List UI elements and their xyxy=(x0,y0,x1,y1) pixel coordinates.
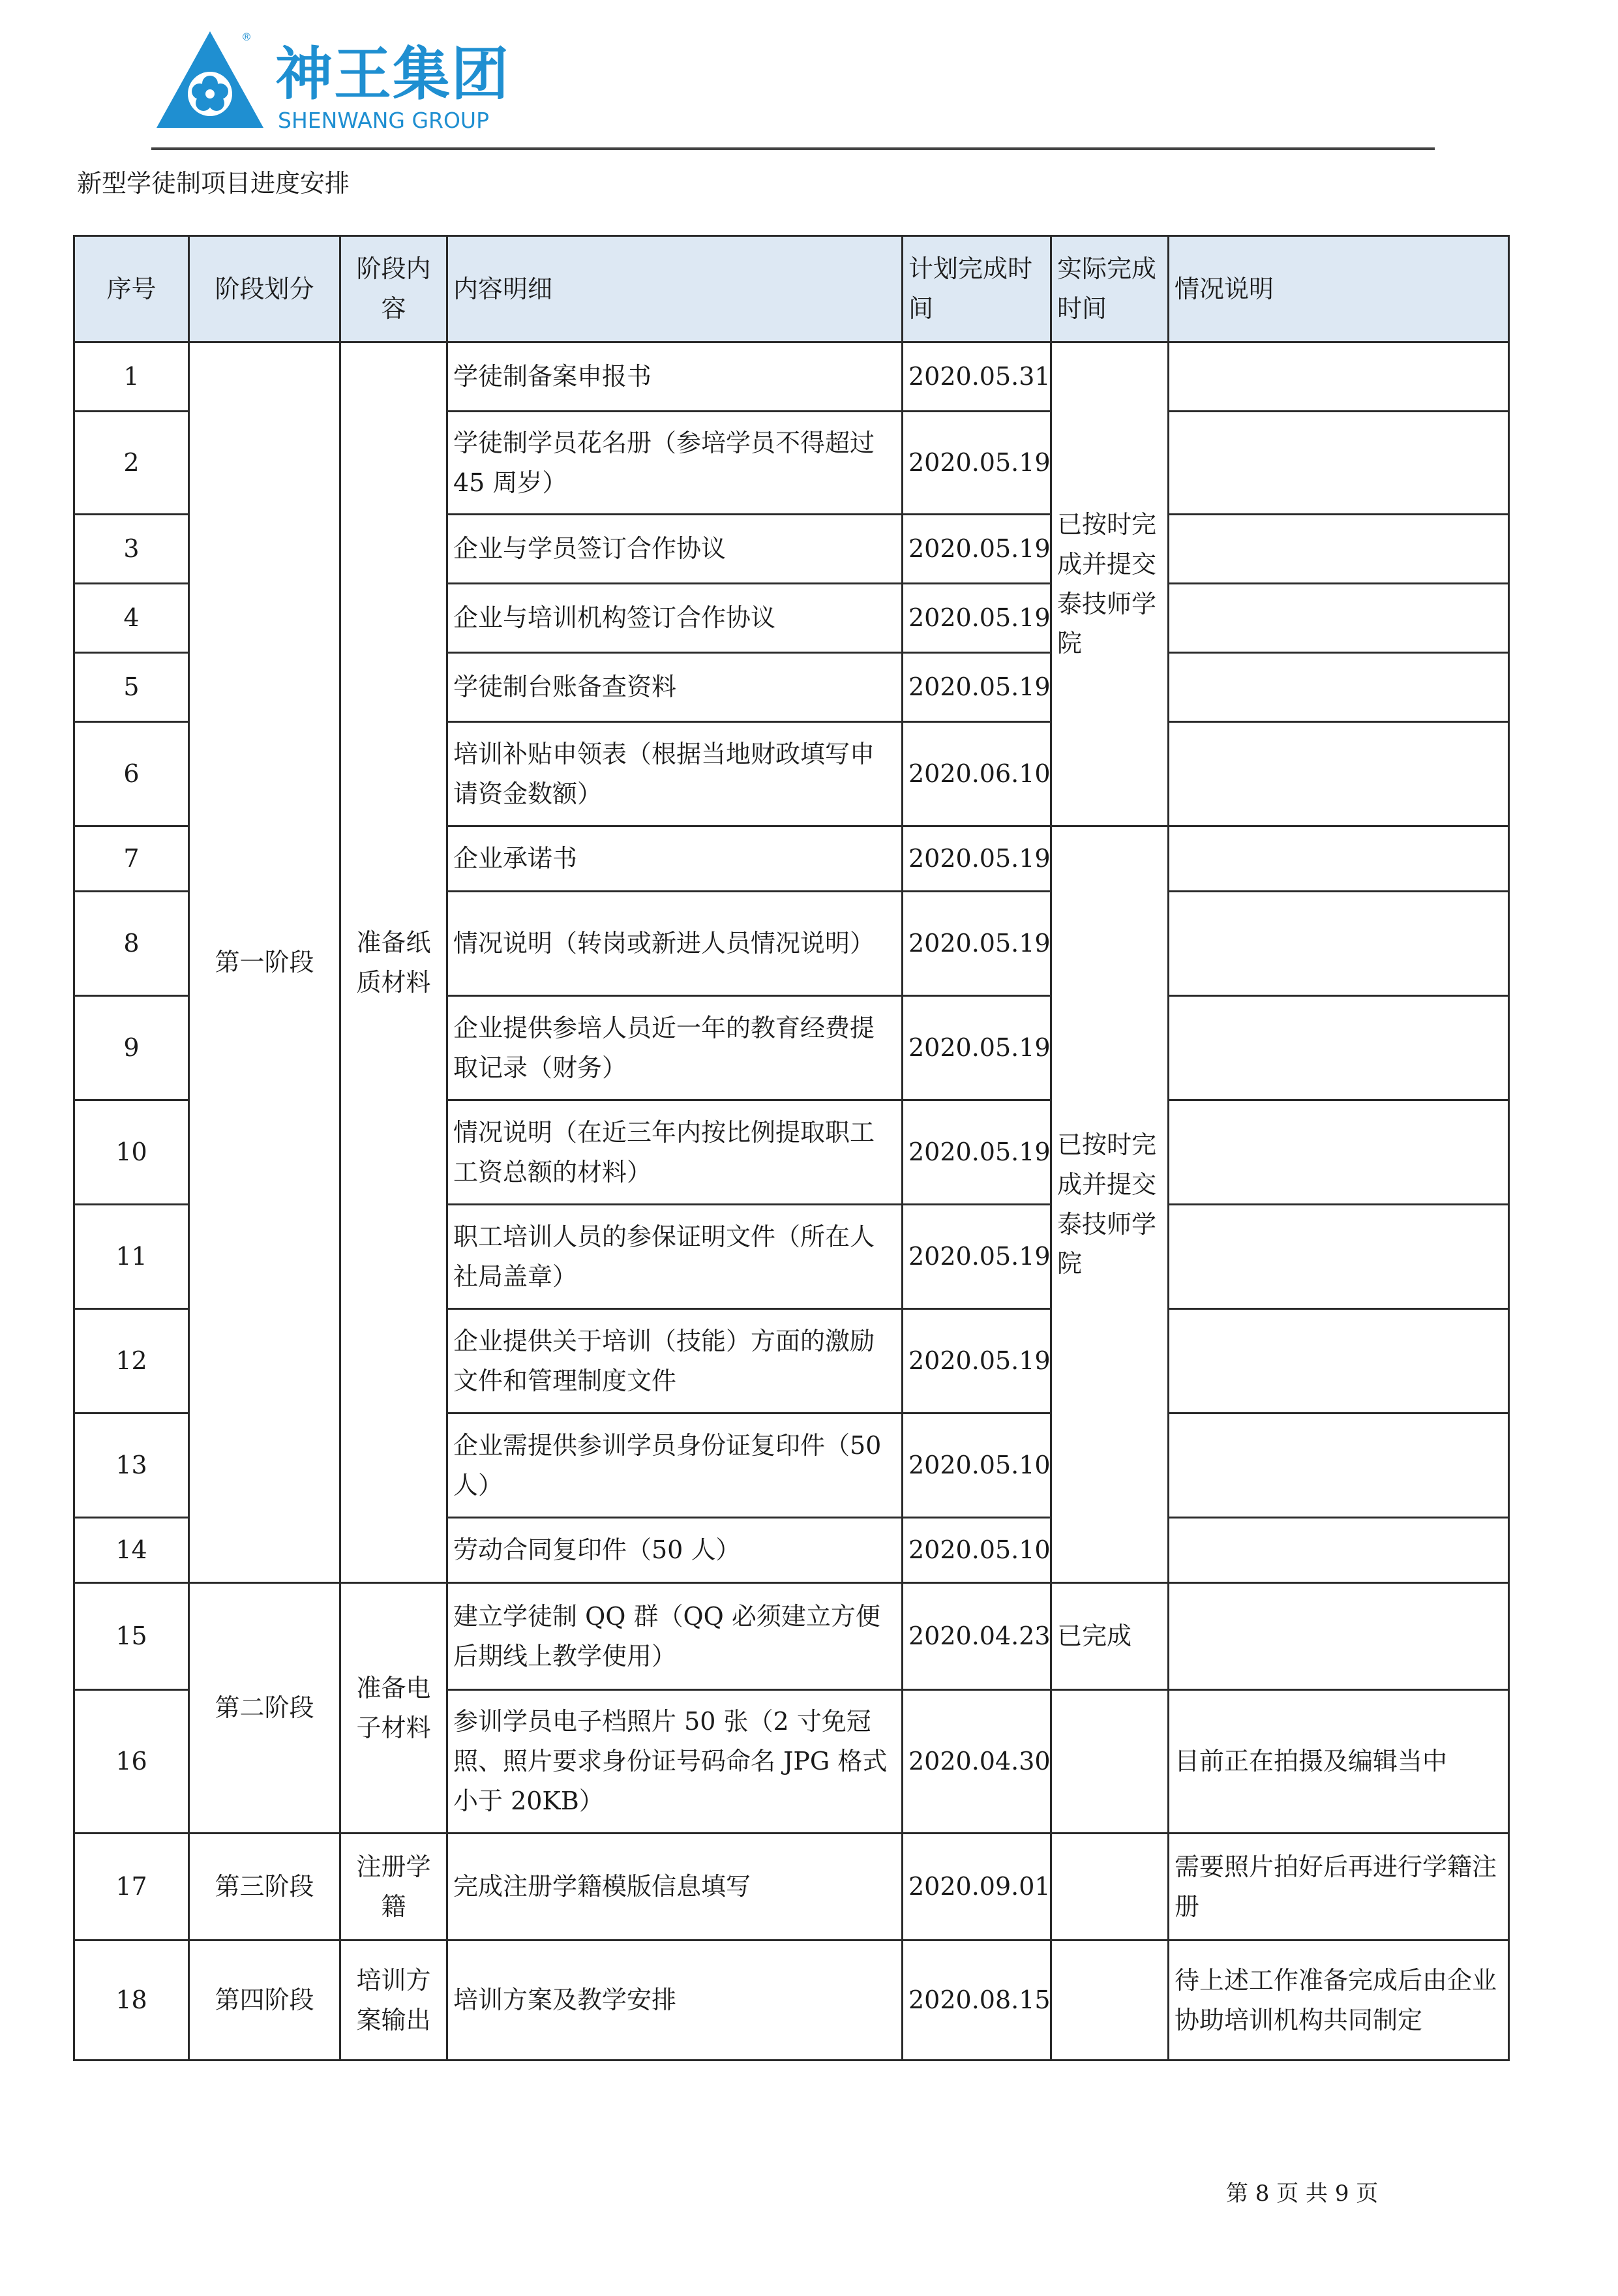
row-no: 12 xyxy=(74,1309,189,1413)
header-remark: 情况说明 xyxy=(1169,236,1509,342)
row-detail: 学徒制台账备查资料 xyxy=(447,653,903,722)
row-planned: 2020.05.19 xyxy=(903,412,1051,515)
row-no: 9 xyxy=(74,996,189,1100)
row-remark: 需要照片拍好后再进行学籍注册 xyxy=(1169,1834,1509,1941)
row-remark xyxy=(1169,515,1509,584)
row-planned: 2020.05.19 xyxy=(903,1100,1051,1205)
row-remark xyxy=(1169,996,1509,1100)
row-no: 8 xyxy=(74,892,189,996)
row-remark: 待上述工作准备完成后由企业协助培训机构共同制定 xyxy=(1169,1941,1509,2061)
row-no: 4 xyxy=(74,584,189,653)
row-no: 14 xyxy=(74,1518,189,1583)
table-header-row xyxy=(74,236,1509,342)
row-detail: 企业与学员签订合作协议 xyxy=(447,515,903,584)
header-planned: 计划完成时间 xyxy=(903,236,1051,342)
row-detail: 企业提供参培人员近一年的教育经费提取记录（财务） xyxy=(447,996,903,1100)
row-remark xyxy=(1169,584,1509,653)
row-detail: 学徒制学员花名册（参培学员不得超过 45 周岁） xyxy=(447,412,903,515)
row-remark xyxy=(1169,1309,1509,1413)
row-no: 2 xyxy=(74,412,189,515)
row-no: 15 xyxy=(74,1583,189,1690)
row-remark xyxy=(1169,1413,1509,1518)
table-row xyxy=(74,1941,1509,2061)
row-detail: 参训学员电子档照片 50 张（2 寸免冠照、照片要求身份证号码命名 JPG 格式小于 20KB） xyxy=(447,1690,903,1834)
shenwang-logo-icon xyxy=(151,23,269,134)
row-planned: 2020.05.19 xyxy=(903,584,1051,653)
row-detail: 学徒制备案申报书 xyxy=(447,342,903,412)
row-no: 3 xyxy=(74,515,189,584)
row-planned: 2020.05.19 xyxy=(903,892,1051,996)
row-remark xyxy=(1169,1100,1509,1205)
row-planned: 2020.08.15 xyxy=(903,1941,1051,2061)
row-detail: 企业提供关于培训（技能）方面的激励文件和管理制度文件 xyxy=(447,1309,903,1413)
header-detail: 内容明细 xyxy=(447,236,903,342)
row-planned: 2020.05.10 xyxy=(903,1413,1051,1518)
row-remark xyxy=(1169,412,1509,515)
stage-content-cell: 注册学籍 xyxy=(340,1834,447,1941)
row-planned: 2020.04.23 xyxy=(903,1583,1051,1690)
row-detail: 完成注册学籍模版信息填写 xyxy=(447,1834,903,1941)
row-detail: 情况说明（在近三年内按比例提取职工工资总额的材料） xyxy=(447,1100,903,1205)
row-planned: 2020.05.10 xyxy=(903,1518,1051,1583)
row-no: 1 xyxy=(74,342,189,412)
row-no: 13 xyxy=(74,1413,189,1518)
row-detail: 建立学徒制 QQ 群（QQ 必须建立方便后期线上教学使用） xyxy=(447,1583,903,1690)
actual-completion-cell: 已按时完成并提交泰技师学院 xyxy=(1051,342,1169,826)
company-logo xyxy=(151,23,517,141)
row-remark xyxy=(1169,1583,1509,1690)
row-detail: 情况说明（转岗或新进人员情况说明） xyxy=(447,892,903,996)
row-no: 6 xyxy=(74,722,189,826)
stage-cell: 第四阶段 xyxy=(189,1941,340,2061)
row-planned: 2020.04.30 xyxy=(903,1690,1051,1834)
stage-cell: 第三阶段 xyxy=(189,1834,340,1941)
header-divider xyxy=(151,147,1435,150)
row-remark xyxy=(1169,892,1509,996)
row-actual xyxy=(1051,1834,1169,1941)
actual-completion-cell: 已完成 xyxy=(1051,1583,1169,1690)
row-detail: 企业与培训机构签订合作协议 xyxy=(447,584,903,653)
row-remark xyxy=(1169,826,1509,892)
row-remark xyxy=(1169,653,1509,722)
row-no: 17 xyxy=(74,1834,189,1941)
row-planned: 2020.05.19 xyxy=(903,1205,1051,1309)
logo-name-cn: 神王集团 xyxy=(275,40,511,108)
row-no: 11 xyxy=(74,1205,189,1309)
row-remark xyxy=(1169,1205,1509,1309)
row-detail: 劳动合同复印件（50 人） xyxy=(447,1518,903,1583)
row-no: 5 xyxy=(74,653,189,722)
header-stage-content: 阶段内容 xyxy=(340,236,447,342)
row-actual xyxy=(1051,1690,1169,1834)
page-number: 第 8 页 共 9 页 xyxy=(1226,2181,1379,2207)
logo-name-en: SHENWANG GROUP xyxy=(278,108,489,133)
row-detail: 企业承诺书 xyxy=(447,826,903,892)
row-remark xyxy=(1169,1518,1509,1583)
row-detail: 企业需提供参训学员身份证复印件（50 人） xyxy=(447,1413,903,1518)
row-remark xyxy=(1169,722,1509,826)
row-planned: 2020.05.19 xyxy=(903,996,1051,1100)
table-row xyxy=(74,342,1509,412)
row-planned: 2020.05.19 xyxy=(903,1309,1051,1413)
row-no: 10 xyxy=(74,1100,189,1205)
stage-content-cell: 准备电子材料 xyxy=(340,1583,447,1834)
stage-content-cell: 准备纸质材料 xyxy=(340,342,447,1583)
table-row xyxy=(74,1834,1509,1941)
schedule-table xyxy=(73,235,1510,2061)
row-actual xyxy=(1051,1941,1169,2061)
stage-cell: 第一阶段 xyxy=(189,342,340,1583)
row-remark xyxy=(1169,342,1509,412)
row-no: 18 xyxy=(74,1941,189,2061)
row-planned: 2020.05.19 xyxy=(903,653,1051,722)
row-planned: 2020.05.19 xyxy=(903,515,1051,584)
row-detail: 培训补贴申领表（根据当地财政填写申请资金数额） xyxy=(447,722,903,826)
row-planned: 2020.06.10 xyxy=(903,722,1051,826)
row-detail: 职工培训人员的参保证明文件（所在人社局盖章） xyxy=(447,1205,903,1309)
svg-text:®: ® xyxy=(241,31,252,43)
table-row xyxy=(74,1583,1509,1690)
document-title: 新型学徒制项目进度安排 xyxy=(77,169,350,198)
stage-content-cell: 培训方案输出 xyxy=(340,1941,447,2061)
actual-completion-cell: 已按时完成并提交泰技师学院 xyxy=(1051,826,1169,1583)
header-stage: 阶段划分 xyxy=(189,236,340,342)
row-no: 16 xyxy=(74,1690,189,1834)
row-planned: 2020.05.19 xyxy=(903,826,1051,892)
row-detail: 培训方案及教学安排 xyxy=(447,1941,903,2061)
header-actual: 实际完成时间 xyxy=(1051,236,1169,342)
row-remark: 目前正在拍摄及编辑当中 xyxy=(1169,1690,1509,1834)
header-no: 序号 xyxy=(74,236,189,342)
row-planned: 2020.05.31 xyxy=(903,342,1051,412)
row-no: 7 xyxy=(74,826,189,892)
stage-cell: 第二阶段 xyxy=(189,1583,340,1834)
row-planned: 2020.09.01 xyxy=(903,1834,1051,1941)
